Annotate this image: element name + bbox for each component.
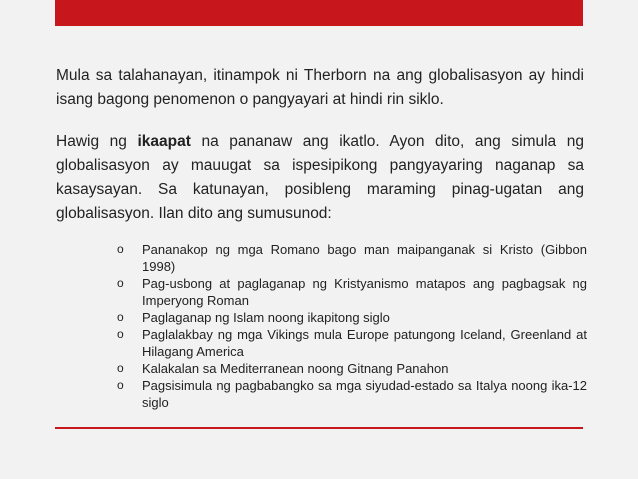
paragraph-roots-bold: ikaapat bbox=[137, 133, 191, 150]
bullet-marker: o bbox=[117, 378, 124, 392]
bullet-marker: o bbox=[117, 361, 124, 375]
bullet-marker: o bbox=[117, 327, 124, 341]
list-item-text: Pananakop ng mga Romano bago man maipanganak si Kristo (Gibbon 1998) bbox=[142, 242, 587, 274]
list-item-text: Pagsisimula ng pagbabangko sa mga siyudad-estado sa Italya noong ika-12 siglo bbox=[142, 378, 587, 410]
list-item bbox=[117, 275, 587, 309]
list-item bbox=[117, 326, 587, 360]
list-item bbox=[117, 241, 587, 275]
paragraph-roots bbox=[56, 130, 584, 226]
list-item-text: Pag-usbong at paglaganap ng Kristyanismo matapos ang pagbagsak ng Imperyong Roman bbox=[142, 276, 587, 308]
top-accent-bar bbox=[55, 0, 583, 26]
paragraph-roots-after: na pananaw ang ikatlo. Ayon dito, ang simula ng globalisasyon ay mauugat sa ispesipikong pangyayaring naganap sa kasaysayan. Sa katunayan, posibleng maraming pinag-ugatan ang globalisasyon. Ilan dito ang sumusunod: bbox=[56, 133, 584, 222]
paragraph-intro bbox=[56, 64, 584, 112]
list-item-text: Paglalakbay ng mga Vikings mula Europe patungong Iceland, Greenland at Hilagang America bbox=[142, 327, 587, 359]
bullet-marker: o bbox=[117, 242, 124, 256]
list-item bbox=[117, 377, 587, 411]
list-item-text: Paglaganap ng Islam noong ikapitong siglo bbox=[142, 310, 390, 325]
paragraph-intro-text: Mula sa talahanayan, itinampok ni Therborn na ang globalisasyon ay hindi isang bagong penomenon o pangyayari at hindi rin siklo. bbox=[56, 67, 584, 108]
list-item bbox=[117, 360, 587, 377]
list-item bbox=[117, 309, 587, 326]
list-item-text: Kalakalan sa Mediterranean noong Gitnang Panahon bbox=[142, 361, 449, 376]
bullet-marker: o bbox=[117, 276, 124, 290]
paragraph-roots-before: Hawig ng bbox=[56, 133, 138, 150]
roots-list bbox=[117, 241, 587, 411]
bottom-divider bbox=[55, 427, 583, 429]
bullet-marker: o bbox=[117, 310, 124, 324]
